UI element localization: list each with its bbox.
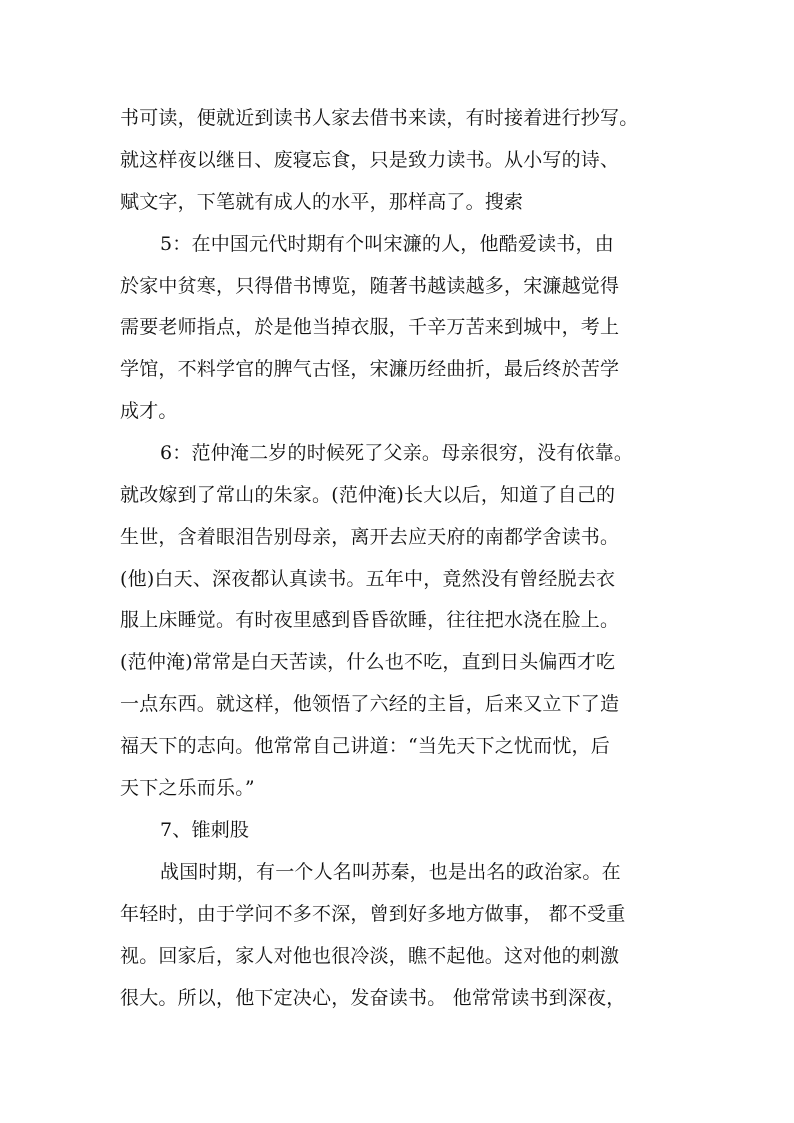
- text-line: 於家中贫寒，只得借书博览，随著书越读越多，宋濂越觉得: [120, 275, 620, 297]
- text-line: 学馆，不料学官的脾气古怪，宋濂历经曲折，最后终於苦学: [120, 358, 620, 380]
- text-line: 就改嫁到了常山的朱家。(范仲淹)长大以后，知道了自己的: [120, 484, 616, 506]
- text-line: 就这样夜以继日、废寝忘食，只是致力读书。从小写的诗、: [120, 149, 620, 171]
- text-line: 书可读，便就近到读书人家去借书来读，有时接着进行抄写。: [120, 107, 639, 129]
- text-line: 赋文字，下笔就有成人的水平，那样高了。搜索: [120, 191, 524, 213]
- paragraph-7-first-line: 战国时期，有一个人名叫苏秦，也是出名的政治家。在: [160, 861, 621, 883]
- paragraph-6-first-line: 6：范仲淹二岁的时候死了父亲。母亲很穷，没有依靠。: [160, 442, 634, 464]
- text-line: 很大。所以，他下定决心，发奋读书。 他常常读书到深夜，: [120, 987, 626, 1009]
- text-line: 一点东西。就这样，他领悟了六经的主旨，后来又立下了造: [120, 693, 620, 715]
- text-line: (他)白天、深夜都认真读书。五年中，竟然没有曾经脱去衣: [120, 568, 616, 590]
- text-line: 年轻时，由于学问不多不深，曾到好多地方做事， 都不受重: [120, 903, 626, 925]
- text-line: 福天下的志向。他常常自己讲道：“当先天下之忧而忧，后: [120, 735, 610, 757]
- text-line: 生世，含着眼泪告别母亲，离开去应天府的南都学舍读书。: [120, 526, 620, 548]
- text-line: 需要老师指点，於是他当掉衣服，千辛万苦来到城中，考上: [120, 316, 620, 338]
- text-line: 视。回家后，家人对他也很冷淡，瞧不起他。这对他的刺激: [120, 945, 620, 967]
- text-line: (范仲淹)常常是白天苦读，什么也不吃，直到日头偏西才吃: [120, 651, 616, 673]
- text-line: 天下之乐而乐。”: [120, 777, 255, 799]
- section-heading: 7、锥刺股: [160, 819, 250, 841]
- paragraph-5-first-line: 5：在中国元代时期有个叫宋濂的人，他酷爱读书，由: [160, 233, 614, 255]
- text-line: 成才。: [120, 400, 178, 422]
- text-line: 服上床睡觉。有时夜里感到昏昏欲睡，往往把水浇在脸上。: [120, 609, 620, 631]
